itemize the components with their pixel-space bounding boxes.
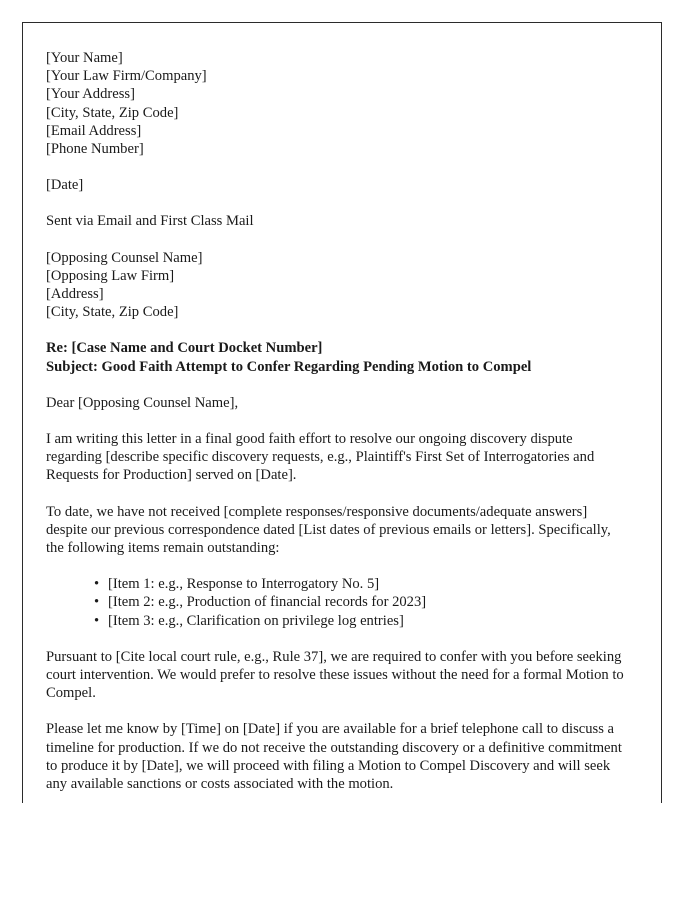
spacer <box>46 557 629 575</box>
spacer <box>46 702 629 720</box>
paragraph-3: Pursuant to [Cite local court rule, e.g., Rule 37], we are required to confer with you before seeking court intervention. We would prefer to resolve these issues without the need for a formal Motion to Compel. <box>46 648 624 702</box>
document-page <box>22 22 662 803</box>
sender-phone: [Phone Number] <box>46 141 144 158</box>
sender-address: [Your Address] <box>46 86 135 103</box>
paragraph-2: To date, we have not received [complete responses/responsive documents/adequate answers] despite our previous correspondence dated [List dates of previous emails or letters]. Specifically, the following items remain outstanding: <box>46 503 611 557</box>
recipient-name: [Opposing Counsel Name] <box>46 249 203 266</box>
spacer <box>46 630 629 648</box>
sender-email: [Email Address] <box>46 122 142 139</box>
paragraph-4: Please let me know by [Time] on [Date] if you are available for a brief telephone call to discuss a timeline for production. If we do not receive the outstanding discovery or a definitive commitment to produce it by [Date], we will proceed with filing a Motion to Compel Discovery and will seek any available sanctions or costs associated with the motion. <box>46 721 622 793</box>
salutation: Dear [Opposing Counsel Name], <box>46 394 239 411</box>
spacer <box>46 321 629 339</box>
sender-firm: [Your Law Firm/Company] <box>46 68 207 85</box>
sender-name: [Your Name] <box>46 50 123 66</box>
re-line: Re: [Case Name and Court Docket Number] <box>46 340 323 357</box>
spacer <box>46 376 629 394</box>
date-line: [Date] <box>46 177 84 194</box>
spacer <box>46 194 629 212</box>
list-item: • [Item 3: e.g., Clarification on privilege log entries] <box>94 612 629 630</box>
recipient-address-block <box>46 249 629 322</box>
outstanding-items-list <box>46 575 629 630</box>
spacer <box>46 485 629 503</box>
paragraph-1: I am writing this letter in a final good faith effort to resolve our ongoing discovery dispute regarding [describe specific discovery requests, e.g., Plaintiff's First Set of Interrogatories and Requests for Production] served on [Date]. <box>46 431 595 484</box>
sender-address-block <box>46 49 629 158</box>
letter-body <box>23 23 661 793</box>
sender-city-state-zip: [City, State, Zip Code] <box>46 104 179 121</box>
spacer <box>46 412 629 430</box>
recipient-address: [Address] <box>46 286 104 303</box>
list-item: • [Item 2: e.g., Production of financial records for 2023] <box>94 593 629 611</box>
delivery-method-line: Sent via Email and First Class Mail <box>46 213 254 230</box>
subject-line: Subject: Good Faith Attempt to Confer Regarding Pending Motion to Compel <box>46 358 532 375</box>
recipient-firm: [Opposing Law Firm] <box>46 267 175 284</box>
spacer <box>46 158 629 176</box>
recipient-city-state-zip: [City, State, Zip Code] <box>46 304 179 321</box>
spacer <box>46 231 629 249</box>
list-item: • [Item 1: e.g., Response to Interrogatory No. 5] <box>94 575 629 593</box>
